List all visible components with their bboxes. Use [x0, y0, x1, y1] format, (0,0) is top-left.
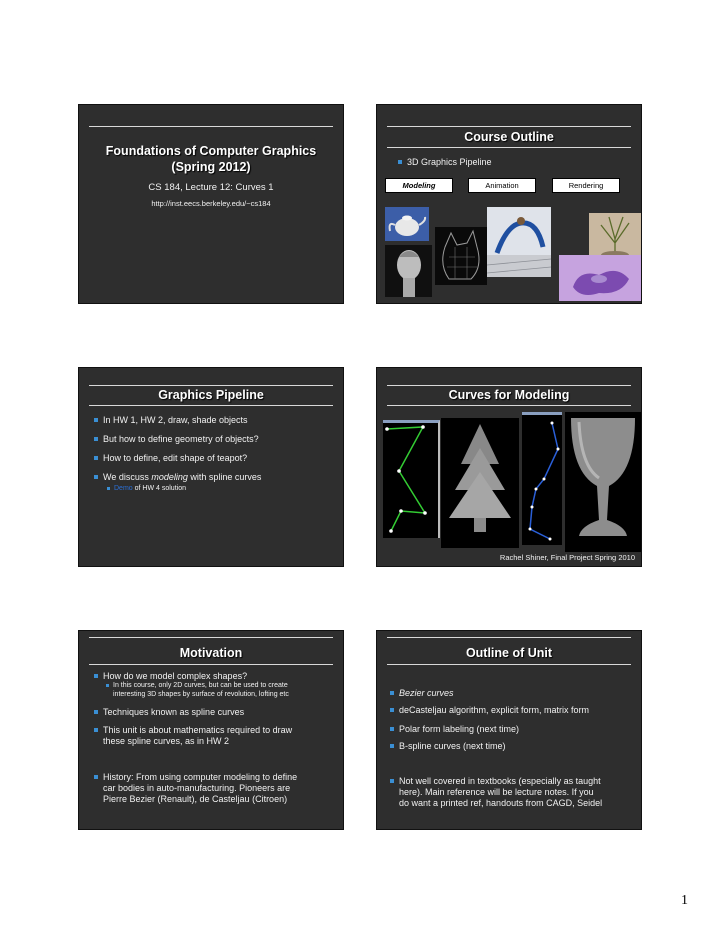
- slide2-title: Course Outline: [464, 130, 554, 144]
- tab-modeling[interactable]: Modeling: [385, 178, 453, 193]
- page-number: 1: [681, 893, 688, 908]
- slide2-bullet: 3D Graphics Pipeline: [407, 157, 492, 168]
- divider: [387, 664, 631, 665]
- divider: [387, 126, 631, 127]
- slide-course-outline: [376, 104, 642, 304]
- slide4-title: Curves for Modeling: [448, 388, 570, 402]
- slide5-bullet-cont: Pierre Bezier (Renault), de Casteljau (Citroen): [103, 794, 288, 804]
- animation-figure-image: [487, 207, 551, 277]
- slide6-bullet: B-spline curves (next time): [399, 741, 506, 752]
- divider: [89, 664, 333, 665]
- cloth-image: [559, 255, 641, 301]
- slide5-bullet: This unit is about mathematics required to draw: [103, 725, 292, 736]
- slide3-bullet: We discuss modeling with spline curves: [103, 472, 261, 483]
- slide-outline-of-unit: [376, 630, 642, 830]
- slide-curves-for-modeling: [376, 367, 642, 567]
- divider: [387, 405, 631, 406]
- slide5-bullet: Techniques known as spline curves: [103, 707, 244, 718]
- slide1-subtitle: CS 184, Lecture 12: Curves 1: [148, 182, 274, 193]
- bullet-icon: [398, 160, 402, 164]
- slide3-title: Graphics Pipeline: [158, 388, 264, 402]
- slide6-bullet: Polar form labeling (next time): [399, 724, 519, 735]
- slide6-bullet: deCasteljau algorithm, explicit form, matrix form: [399, 705, 589, 716]
- slide5-subbullet: In this course, only 2D curves, but can be used to create: [113, 682, 288, 691]
- divider: [387, 385, 631, 386]
- slide5-bullet-cont: these spline curves, as in HW 2: [103, 736, 230, 746]
- tab-animation[interactable]: Animation: [468, 178, 536, 193]
- slide6-bullet-cont: do want a printed ref, handouts from CAGD, Seidel: [399, 798, 603, 808]
- david-statue-image: [385, 245, 432, 297]
- slide5-bullet-cont: car bodies in auto-manufacturing. Pioneers are: [103, 783, 291, 793]
- divider: [89, 126, 333, 127]
- slide-title: [78, 104, 344, 304]
- demo-link[interactable]: Demo: [114, 485, 133, 492]
- divider: [89, 385, 333, 386]
- divider: [387, 147, 631, 148]
- divider: [387, 637, 631, 638]
- slide1-title-line1: Foundations of Computer Graphics: [105, 144, 317, 158]
- divider: [89, 637, 333, 638]
- slide3-subbullet: Demo of HW 4 solution: [114, 485, 186, 494]
- slide4-caption: Rachel Shiner, Final Project Spring 2010: [499, 553, 635, 562]
- slide6-bullet-cont: here). Main reference will be lecture notes. If you: [399, 787, 594, 797]
- spline-editor-image: [383, 420, 440, 538]
- slide6-bullet: Bezier curves: [399, 688, 454, 699]
- slide1-title-line2: (Spring 2012): [171, 160, 251, 174]
- slide5-bullet: How do we model complex shapes?: [103, 671, 247, 682]
- goblet-spline-image: [522, 412, 562, 545]
- slide5-title: Motivation: [179, 646, 243, 660]
- slide-graphics-pipeline: [78, 367, 344, 567]
- slide5-bullet: History: From using computer modeling to define: [103, 772, 297, 783]
- slide6-title: Outline of Unit: [465, 646, 553, 660]
- slide-motivation: [78, 630, 344, 830]
- plant-image: [589, 213, 641, 259]
- teapot-image: [385, 207, 429, 241]
- slide3-bullet: How to define, edit shape of teapot?: [103, 453, 247, 464]
- tab-rendering[interactable]: Rendering: [552, 178, 620, 193]
- slide1-url[interactable]: http://inst.eecs.berkeley.edu/~cs184: [151, 199, 271, 208]
- cat-wireframe-image: [435, 227, 487, 285]
- tree-model-image: [441, 418, 519, 548]
- divider: [89, 405, 333, 406]
- slide6-bullet: Not well covered in textbooks (especially as taught: [399, 776, 601, 787]
- slide3-bullet: In HW 1, HW 2, draw, shade objects: [103, 415, 248, 426]
- slide3-bullet: But how to define geometry of objects?: [103, 434, 259, 445]
- slide5-subbullet-cont: interesting 3D shapes by surface of revolution, lofting etc: [113, 691, 289, 698]
- goblet-model-image: [565, 412, 641, 552]
